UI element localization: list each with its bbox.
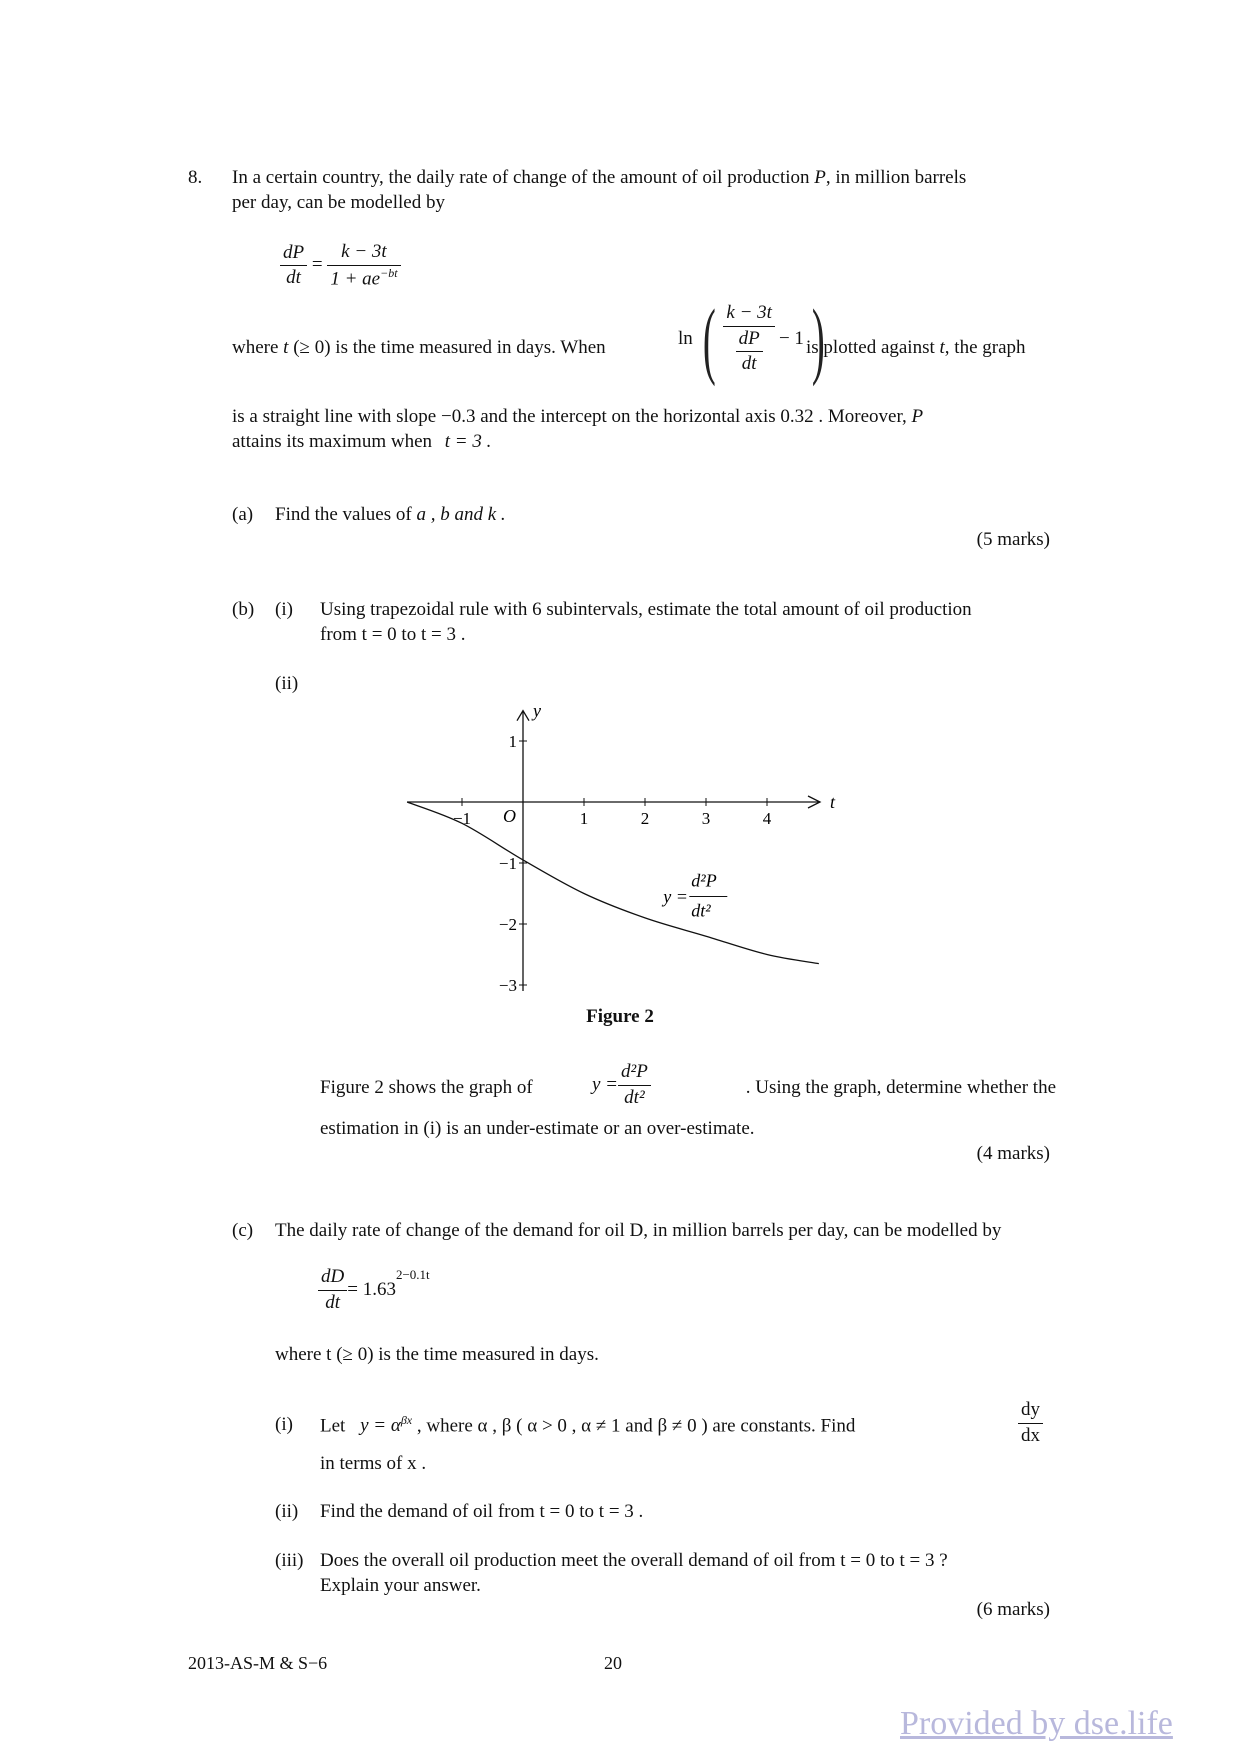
curve-label-den: dt²: [691, 900, 711, 921]
part-b-ii-text-2: estimation in (i) is an under-estimate or an over-estimate.: [320, 1118, 755, 1139]
part-c-ii-text: Find the demand of oil from t = 0 to t = 3 .: [320, 1501, 644, 1522]
figure-2-chart: [400, 680, 860, 1000]
part-c-iii-label: (iii): [275, 1550, 304, 1571]
part-c-iii-text-2: Explain your answer.: [320, 1575, 481, 1596]
maximum-line: attains its maximum when t = 3 .: [232, 431, 492, 452]
part-a-marks: (5 marks): [976, 529, 1050, 550]
watermark-link[interactable]: Provided by dse.life: [900, 1705, 1173, 1742]
y-tick-label: −3: [498, 976, 517, 995]
y-tick-label: −1: [498, 854, 517, 873]
slope-line: is a straight line with slope −0.3 and the intercept on the horizontal axis 0.32 . Moreover, P: [232, 406, 924, 427]
part-b-ii-expr: y = $\frac{\text{d²P}}{\text{dt²}}$: [592, 1060, 651, 1110]
page-number: 20: [604, 1653, 622, 1673]
part-c-i-text: Let $y = \alpha^{\beta x}$ , where α , β ( α > 0 , α ≠ 1 and β ≠ 0 ) are constants. Find: [320, 1413, 856, 1437]
part-b-ii-text-1a: Figure 2 shows the graph of: [320, 1077, 533, 1098]
part-c-marks: (6 marks): [976, 1599, 1050, 1620]
curve-label-y: y =: [663, 886, 688, 907]
x-tick-label: −1: [452, 809, 472, 828]
part-c-equation: $\frac{dD}{dt}$ = 1.63 $^{2-0.1t}$: [318, 1265, 430, 1315]
part-c-where: where t (≥ 0) is the time measured in days.: [275, 1344, 599, 1365]
part-b-i-label: (i): [275, 599, 293, 620]
intro-line-1: In a certain country, the daily rate of change of the amount of oil production P, in million barrels: [232, 167, 967, 188]
part-b-ii-label: (ii): [275, 673, 299, 694]
intro-line-2: per day, can be modelled by: [232, 192, 445, 213]
plotted-against: is plotted against t, the graph: [806, 337, 1026, 358]
part-b-i-text-1: Using trapezoidal rule with 6 subintervals, estimate the total amount of oil production: [320, 599, 972, 620]
x-tick-label: 3: [701, 809, 711, 828]
figure-caption: Figure 2: [586, 1006, 654, 1027]
x-tick-label: 2: [640, 809, 650, 828]
x-tick-label: 4: [762, 809, 772, 828]
equation-dp-dt: $\frac{dP}{dt}$ = $\frac{k - 3t}{1 + ae^{-bt}}$: [280, 240, 401, 292]
part-c-label: (c): [232, 1220, 254, 1241]
where-clause: where t (≥ 0) is the time measured in days. When: [232, 337, 606, 358]
curve-label-num: d²P: [691, 870, 717, 891]
question-number: 8.: [188, 167, 203, 188]
part-c-i-label: (i): [275, 1414, 293, 1435]
part-c-i-text-2: in terms of x .: [320, 1453, 427, 1474]
part-a-text: Find the values of a , b and k .: [275, 504, 506, 525]
part-b-marks: (4 marks): [976, 1143, 1050, 1164]
part-c-intro: The daily rate of change of the demand for oil D, in million barrels per day, can be modelled by: [275, 1220, 1002, 1241]
part-c-i-dydx: $\frac{dy}{dx}$: [1018, 1398, 1043, 1448]
origin-label: O: [503, 806, 516, 826]
part-b-i-text-2: from t = 0 to t = 3 .: [320, 624, 466, 645]
part-c-ii-label: (ii): [275, 1501, 299, 1522]
y-axis-label: y: [533, 700, 541, 721]
x-tick-label: 1: [579, 809, 589, 828]
part-a-label: (a): [232, 504, 254, 525]
x-axis-label: t: [830, 792, 836, 812]
part-c-iii-text-1: Does the overall oil production meet the overall demand of oil from t = 0 to t = 3 ?: [320, 1550, 948, 1571]
ln-expression: ln ( $\frac{k - 3t}{\frac{dP}{dt}}$ − 1 ): [678, 291, 825, 387]
paper-code: 2013-AS-M & S−6: [188, 1653, 328, 1673]
part-b-ii-text-1b: . Using the graph, determine whether the: [745, 1077, 1056, 1098]
part-b-label: (b): [232, 599, 255, 620]
y-tick-label: −2: [498, 915, 517, 934]
y-tick-label: 1: [508, 732, 517, 751]
